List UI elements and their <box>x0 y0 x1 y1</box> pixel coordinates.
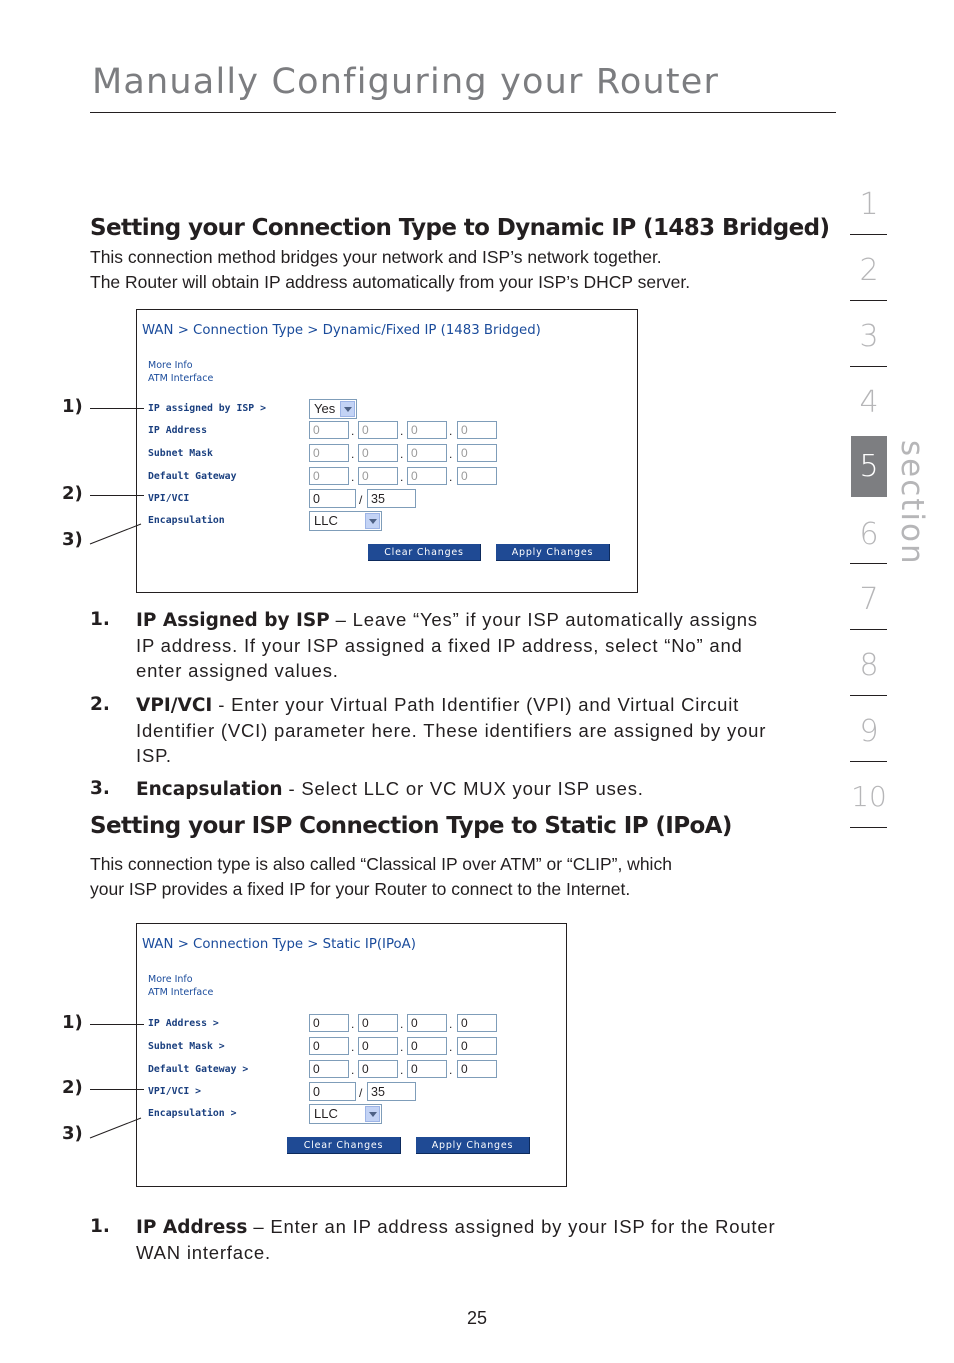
default-gateway-label: Default Gateway > <box>148 1064 249 1075</box>
dynamic-ip-screenshot <box>136 309 638 593</box>
dot-separator: . <box>351 1017 355 1031</box>
list-item-text: – Enter an IP address assigned by your ISP for the Router WAN interface. <box>136 1216 776 1263</box>
callout-3: 3) <box>62 529 83 550</box>
subnet-mask-octet-2[interactable]: 0 <box>358 1037 398 1055</box>
callout-line-1 <box>90 1024 144 1025</box>
ip-address-octet-4[interactable]: 0 <box>457 1014 497 1032</box>
section-rule <box>850 300 887 301</box>
list-number: 1. <box>90 609 110 630</box>
more-info-link[interactable]: More Info <box>148 974 193 985</box>
subnet-mask-octet-1[interactable]: 0 <box>309 444 349 462</box>
dot-separator: . <box>449 424 453 438</box>
section-number-5[interactable]: 5 <box>859 449 879 484</box>
chevron-down-icon <box>365 1106 380 1122</box>
ip-address-octet-3[interactable]: 0 <box>407 1014 447 1032</box>
more-info-link[interactable]: More Info <box>148 360 193 371</box>
gateway-octet-2[interactable]: 0 <box>358 1060 398 1078</box>
vpi-vci-label: VPI/VCI <box>148 493 190 504</box>
section-number-10[interactable]: 10 <box>851 780 887 813</box>
encapsulation-label: Encapsulation <box>148 515 225 526</box>
atm-interface-label: ATM Interface <box>148 987 214 998</box>
ip-address-octet-1[interactable]: 0 <box>309 1014 349 1032</box>
gateway-octet-1[interactable]: 0 <box>309 1060 349 1078</box>
callout-line-2 <box>90 1089 144 1090</box>
ip-assigned-select[interactable] <box>309 399 357 419</box>
ip-assigned-label: IP assigned by ISP > <box>148 403 266 414</box>
list-number: 3. <box>90 778 110 799</box>
list-item-text: - Enter your Virtual Path Identifier (VPI) and Virtual Circuit Identifier (VCI) parameter here. These identifiers are assigned by your ISP. <box>136 694 767 766</box>
subnet-mask-octet-4[interactable]: 0 <box>457 444 497 462</box>
gateway-octet-4[interactable]: 0 <box>457 467 497 485</box>
ip-address-label: IP Address <box>148 425 207 436</box>
list-item-text: - Select LLC or VC MUX your ISP uses. <box>282 778 644 799</box>
list-item <box>90 692 790 767</box>
dot-separator: . <box>449 470 453 484</box>
callout-1: 1) <box>62 396 83 417</box>
callout-line-3 <box>88 1116 144 1140</box>
section1-heading: Setting your Connection Type to Dynamic IP (1483 Bridged) <box>90 215 830 241</box>
section2-intro <box>90 852 810 902</box>
section2-heading: Setting your ISP Connection Type to Static IP (IPoA) <box>90 813 732 839</box>
section2-intro-line1: This connection type is also called “Classical IP over ATM” or “CLIP”, which <box>90 854 672 874</box>
ip-address-octet-4[interactable]: 0 <box>457 421 497 439</box>
callout-1: 1) <box>62 1012 83 1033</box>
vpi-vci-label: VPI/VCI > <box>148 1086 202 1097</box>
list-number: 2. <box>90 694 110 715</box>
dot-separator: . <box>351 1063 355 1077</box>
atm-interface-label: ATM Interface <box>148 373 214 384</box>
list-item <box>90 776 790 801</box>
page-number: 25 <box>466 1308 488 1328</box>
callout-line-2 <box>90 495 144 496</box>
slash-separator: / <box>359 1086 363 1100</box>
section-rule <box>850 827 887 828</box>
section-rule <box>850 366 887 367</box>
list-number: 1. <box>90 1216 110 1237</box>
subnet-mask-octet-2[interactable]: 0 <box>358 444 398 462</box>
default-gateway-label: Default Gateway <box>148 471 237 482</box>
encapsulation-value: LLC <box>314 1106 338 1121</box>
vci-input[interactable]: 35 <box>367 1082 416 1101</box>
dot-separator: . <box>351 470 355 484</box>
dot-separator: . <box>400 1017 404 1031</box>
encapsulation-select[interactable] <box>309 511 382 531</box>
vci-input[interactable]: 35 <box>367 489 416 508</box>
section-number-3[interactable]: 3 <box>859 319 879 354</box>
list-item-title: IP Assigned by ISP <box>136 610 330 631</box>
section-rule <box>850 563 887 564</box>
ip-address-octet-2[interactable]: 0 <box>358 1014 398 1032</box>
section-rule <box>850 695 887 696</box>
section-rule <box>850 234 887 235</box>
dot-separator: . <box>351 424 355 438</box>
dot-separator: . <box>400 447 404 461</box>
callout-line-3 <box>88 522 144 546</box>
page-header-title: Manually Configuring your Router <box>92 62 720 102</box>
breadcrumb: WAN > Connection Type > Dynamic/Fixed IP (1483 Bridged) <box>142 323 541 338</box>
encapsulation-value: LLC <box>314 513 338 528</box>
breadcrumb: WAN > Connection Type > Static IP(IPoA) <box>142 937 416 952</box>
section-number-4[interactable]: 4 <box>859 385 879 420</box>
callout-2: 2) <box>62 1077 83 1098</box>
gateway-octet-2[interactable]: 0 <box>358 467 398 485</box>
subnet-mask-octet-1[interactable]: 0 <box>309 1037 349 1055</box>
subnet-mask-octet-4[interactable]: 0 <box>457 1037 497 1055</box>
subnet-mask-octet-3[interactable]: 0 <box>407 444 447 462</box>
callout-2: 2) <box>62 483 83 504</box>
dot-separator: . <box>449 1017 453 1031</box>
dot-separator: . <box>351 1040 355 1054</box>
dot-separator: . <box>449 1040 453 1054</box>
static-ip-screenshot <box>136 923 567 1187</box>
ip-address-octet-2[interactable]: 0 <box>358 421 398 439</box>
gateway-octet-3[interactable]: 0 <box>407 467 447 485</box>
vpi-input[interactable]: 0 <box>309 1082 356 1101</box>
section-number-8[interactable]: 8 <box>859 648 879 683</box>
section-number-9[interactable]: 9 <box>859 714 879 749</box>
subnet-mask-label: Subnet Mask <box>148 448 213 459</box>
dot-separator: . <box>449 1063 453 1077</box>
section1-intro-line1: This connection method bridges your network and ISP’s network together. <box>90 247 662 267</box>
dot-separator: . <box>449 447 453 461</box>
section-number-1[interactable]: 1 <box>859 187 879 222</box>
apply-changes-button[interactable]: Apply Changes <box>496 544 610 561</box>
list-item <box>90 607 790 682</box>
list-item <box>90 1214 790 1266</box>
clear-changes-button[interactable]: Clear Changes <box>368 544 481 561</box>
dot-separator: . <box>400 1040 404 1054</box>
list-item-title: IP Address <box>136 1217 248 1238</box>
ip-assigned-value: Yes <box>314 401 336 416</box>
dot-separator: . <box>400 470 404 484</box>
section-number-6[interactable]: 6 <box>859 517 879 552</box>
section-rule <box>850 761 887 762</box>
encapsulation-select[interactable] <box>309 1104 382 1124</box>
encapsulation-label: Encapsulation > <box>148 1108 237 1119</box>
clear-changes-button[interactable]: Clear Changes <box>287 1137 401 1154</box>
slash-separator: / <box>359 493 363 507</box>
section-number-2[interactable]: 2 <box>859 253 879 288</box>
section1-list <box>90 607 790 800</box>
section2-list <box>90 1214 790 1266</box>
header-divider <box>90 112 836 113</box>
gateway-octet-1[interactable]: 0 <box>309 467 349 485</box>
subnet-mask-label: Subnet Mask > <box>148 1041 225 1052</box>
ip-address-octet-3[interactable]: 0 <box>407 421 447 439</box>
vpi-input[interactable]: 0 <box>309 489 356 508</box>
section1-intro <box>90 245 810 295</box>
list-item-title: Encapsulation <box>136 779 283 800</box>
gateway-octet-4[interactable]: 0 <box>457 1060 497 1078</box>
callout-3: 3) <box>62 1123 83 1144</box>
section1-intro-line2: The Router will obtain IP address automatically from your ISP’s DHCP server. <box>90 272 691 292</box>
gateway-octet-3[interactable]: 0 <box>407 1060 447 1078</box>
chevron-down-icon <box>340 401 355 417</box>
section-rule <box>850 629 887 630</box>
list-item-text: – Leave “Yes” if your ISP automatically assigns IP address. If your ISP assigned a fixed IP address, select “No” and enter assigned values. <box>136 609 758 681</box>
dot-separator: . <box>400 1063 404 1077</box>
section2-intro-line2: your ISP provides a fixed IP for your Router to connect to the Internet. <box>90 879 631 899</box>
subnet-mask-octet-3[interactable]: 0 <box>407 1037 447 1055</box>
section-label: section <box>894 440 930 566</box>
dot-separator: . <box>400 424 404 438</box>
ip-address-octet-1[interactable]: 0 <box>309 421 349 439</box>
chevron-down-icon <box>365 513 380 529</box>
apply-changes-button[interactable]: Apply Changes <box>416 1137 530 1154</box>
callout-line-1 <box>90 408 144 409</box>
section-number-7[interactable]: 7 <box>859 582 879 617</box>
ip-address-label: IP Address > <box>148 1018 219 1029</box>
dot-separator: . <box>351 447 355 461</box>
list-item-title: VPI/VCI <box>136 695 213 716</box>
